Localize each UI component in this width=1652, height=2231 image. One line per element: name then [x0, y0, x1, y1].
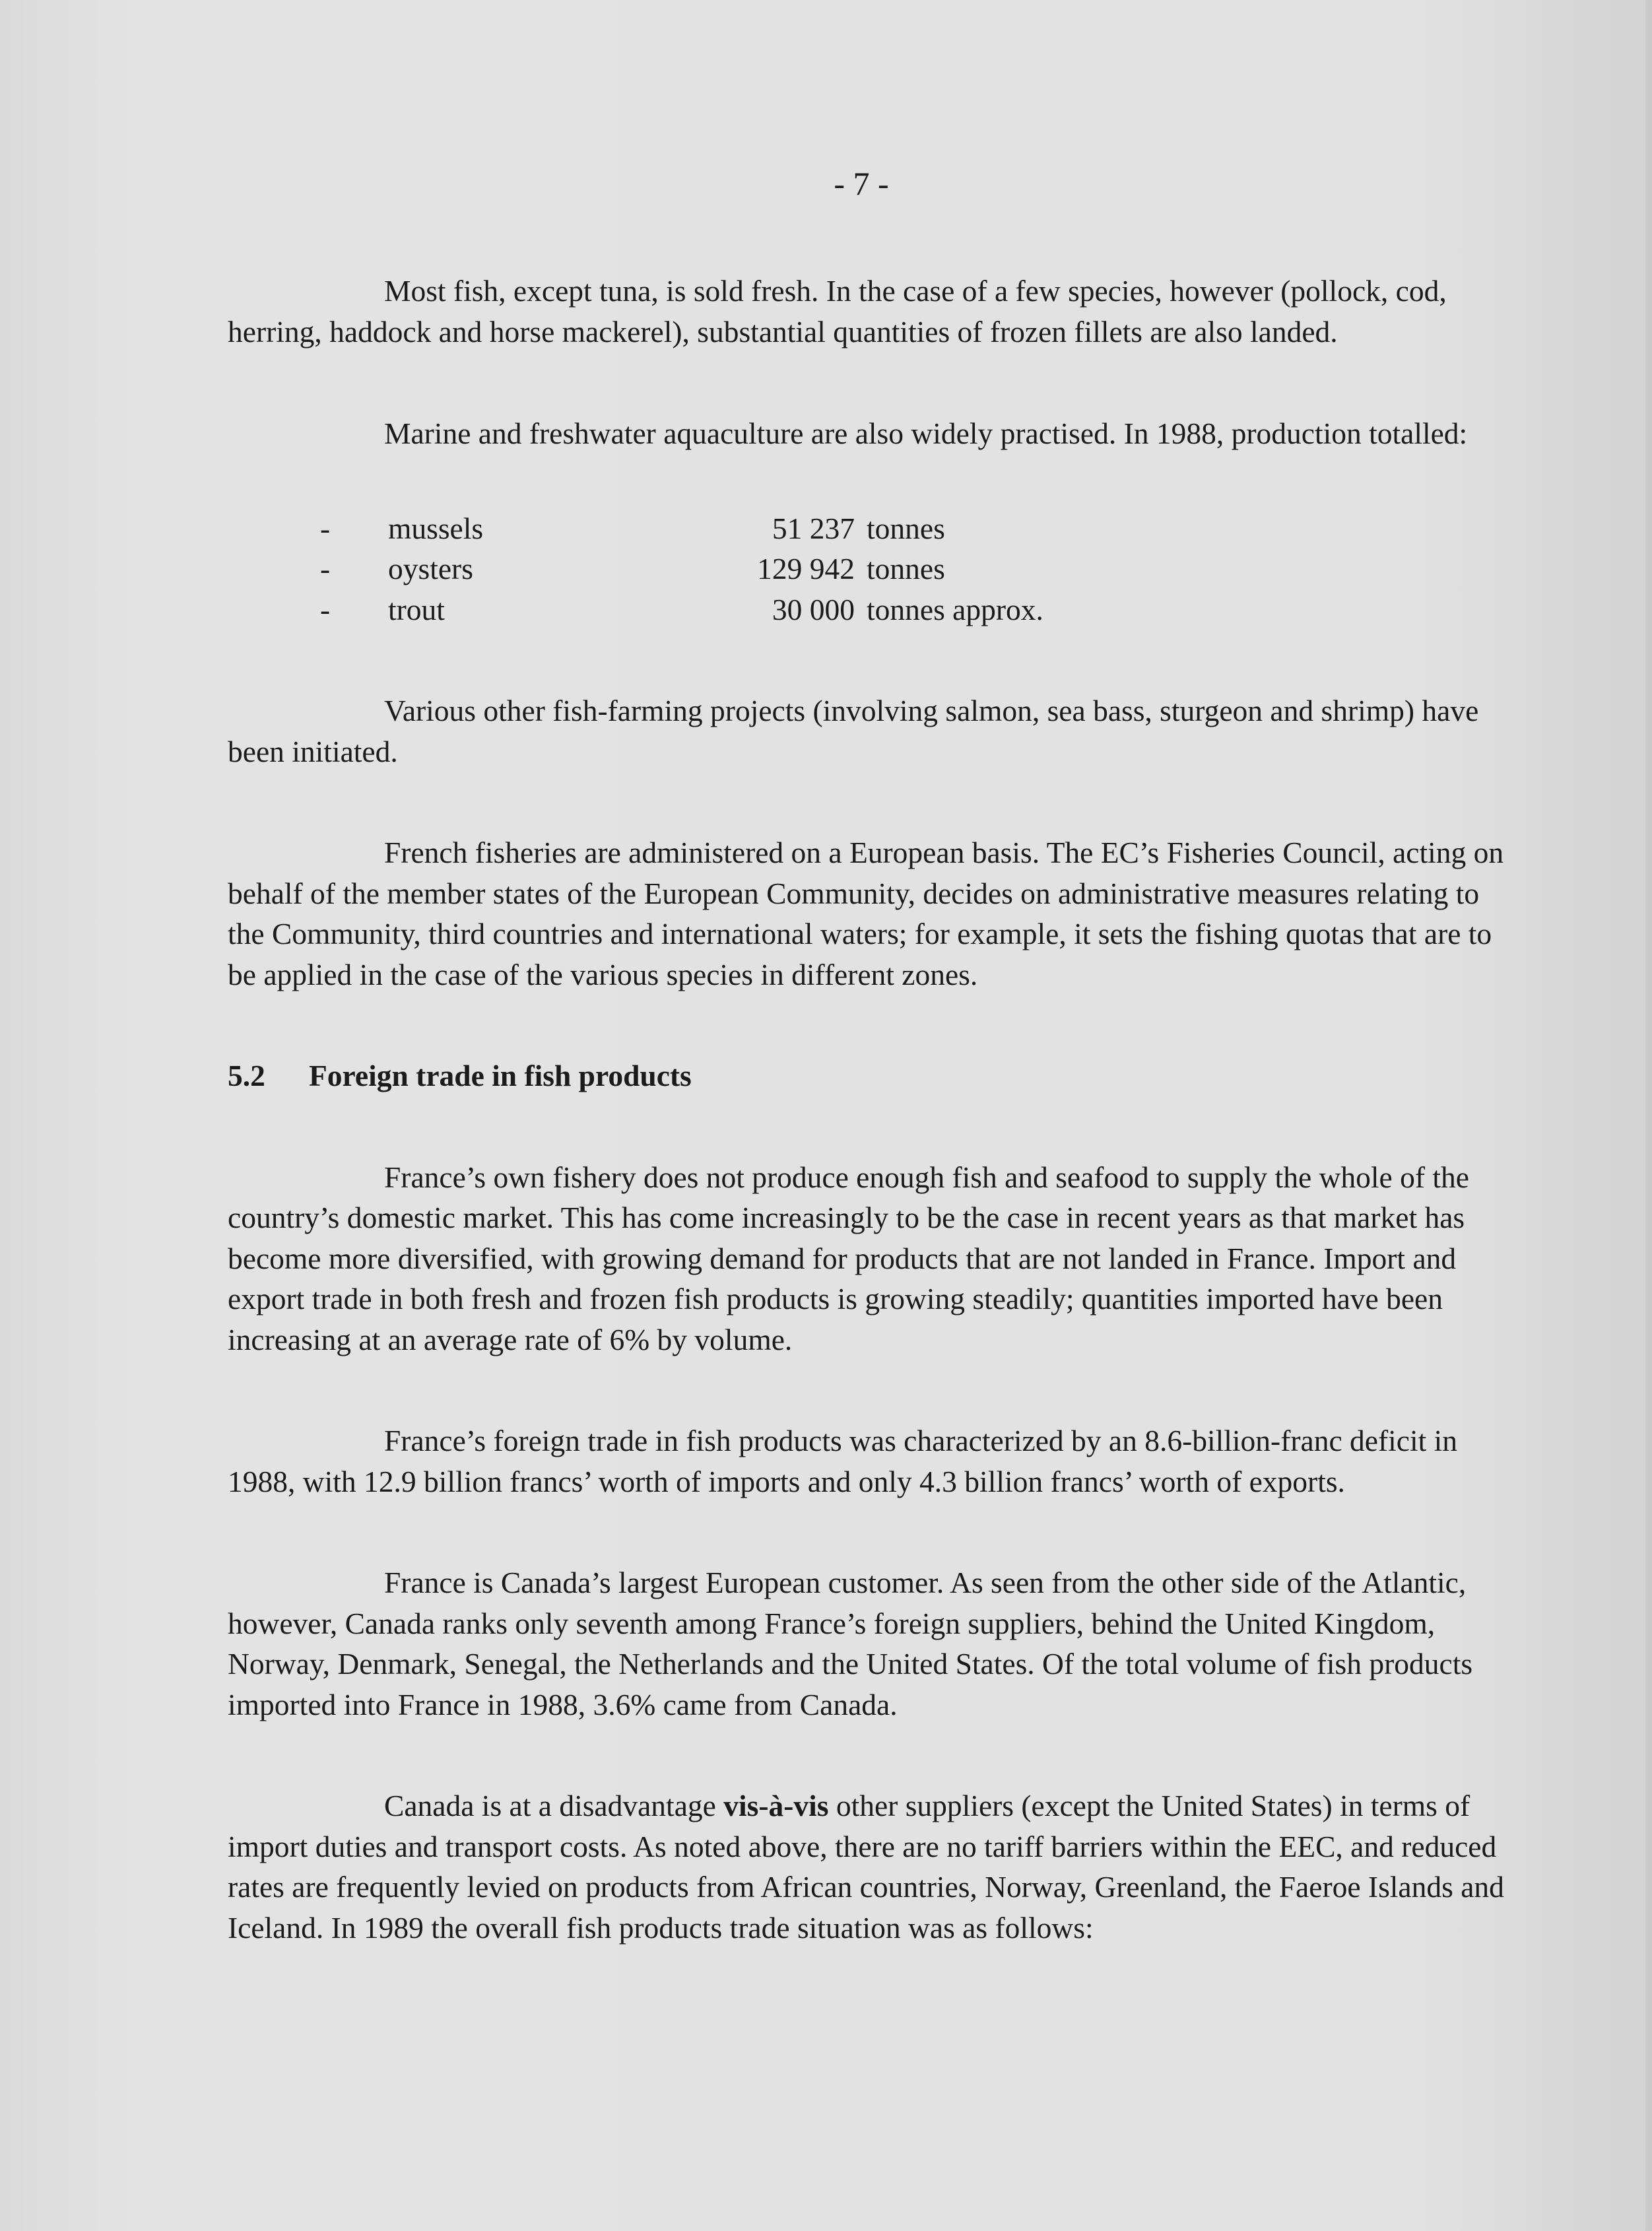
list-unit: tonnes	[867, 552, 945, 585]
paragraph-aquaculture: Marine and freshwater aquaculture are also widely practised. In 1988, production totalled:	[384, 416, 1468, 450]
paragraph-text: Canada is at a disadvantage	[384, 1789, 724, 1822]
list-species: mussels	[388, 511, 484, 545]
list-amount: 30 000	[772, 592, 855, 626]
paragraph-trade-deficit: France’s foreign trade in fish products was characterized by an 8.6-billion-franc deficit in 1988, with 12.9 billion francs’ worth of imports and only 4.3 billion francs’ worth of exports.	[228, 1424, 1458, 1498]
paragraph-canada-disadvantage	[228, 1785, 1521, 1948]
list-dash: -	[320, 592, 331, 626]
page-edge-shadow	[1645, 0, 1652, 2231]
page-number: - 7 -	[834, 165, 889, 202]
list-unit: tonnes	[867, 511, 945, 545]
list-dash: -	[320, 552, 331, 585]
paragraph-fish-farming: Various other fish-farming projects (involving salmon, sea bass, sturgeon and shrimp) have been initiated.	[228, 694, 1479, 768]
list-item	[228, 508, 1521, 549]
paragraph-text: other suppliers (except the United States) in terms of import duties and transport costs. As noted above, there are no tariff barriers within the EEC, and reduced rates are frequently levied on products from African countries, Norway, Greenland, the Faeroe Islands and Iceland. In 1989 the overall fish products trade situation was as follows:	[228, 1789, 1504, 1945]
list-dash: -	[320, 511, 331, 545]
aquaculture-production-list	[228, 508, 1521, 630]
list-species: trout	[388, 592, 445, 626]
list-item	[228, 589, 1521, 630]
paragraph-canada-customer: France is Canada’s largest European customer. As seen from the other side of the Atlantic, however, Canada ranks only seventh among France’s foreign suppliers, behind the United Kingdom, Norway, Denmark, Senegal, the Netherlands and the United States. Of the total volume of fish products imported into France in 1988, 3.6% came from Canada.	[228, 1566, 1473, 1721]
list-item	[228, 549, 1521, 589]
list-species: oysters	[388, 552, 473, 585]
section-title: Foreign trade in fish products	[309, 1059, 692, 1092]
section-heading	[228, 1055, 1521, 1096]
list-unit: tonnes approx.	[867, 592, 1043, 626]
list-amount: 51 237	[772, 511, 855, 545]
section-number: 5.2	[228, 1059, 265, 1092]
paragraph-fresh-fish: Most fish, except tuna, is sold fresh. In the case of a few species, however (pollock, cod, herring, haddock and horse mackerel), substantial quantities of frozen fillets are also landed.	[228, 274, 1447, 349]
list-amount: 129 942	[757, 552, 855, 585]
page-content	[228, 271, 1521, 1948]
paragraph-domestic-market: France’s own fishery does not produce enough fish and seafood to supply the whole of the country’s domestic market. This has come increasingly to be the case in recent years as that market has become more diversified, with growing demand for products that are not landed in France. Import and export trade in both fresh and frozen fish products is growing steadily; quantities imported have been increasing at an average rate of 6% by volume.	[228, 1160, 1469, 1356]
paragraph-administration: French fisheries are administered on a European basis. The EC’s Fisheries Council, acting on behalf of the member states of the European Community, decides on administrative measures relating to the Community, third countries and international waters; for example, it sets the fishing quotas that are to be applied in the case of the various species in different zones.	[228, 836, 1504, 991]
emphasis-text: vis-à-vis	[723, 1789, 829, 1822]
